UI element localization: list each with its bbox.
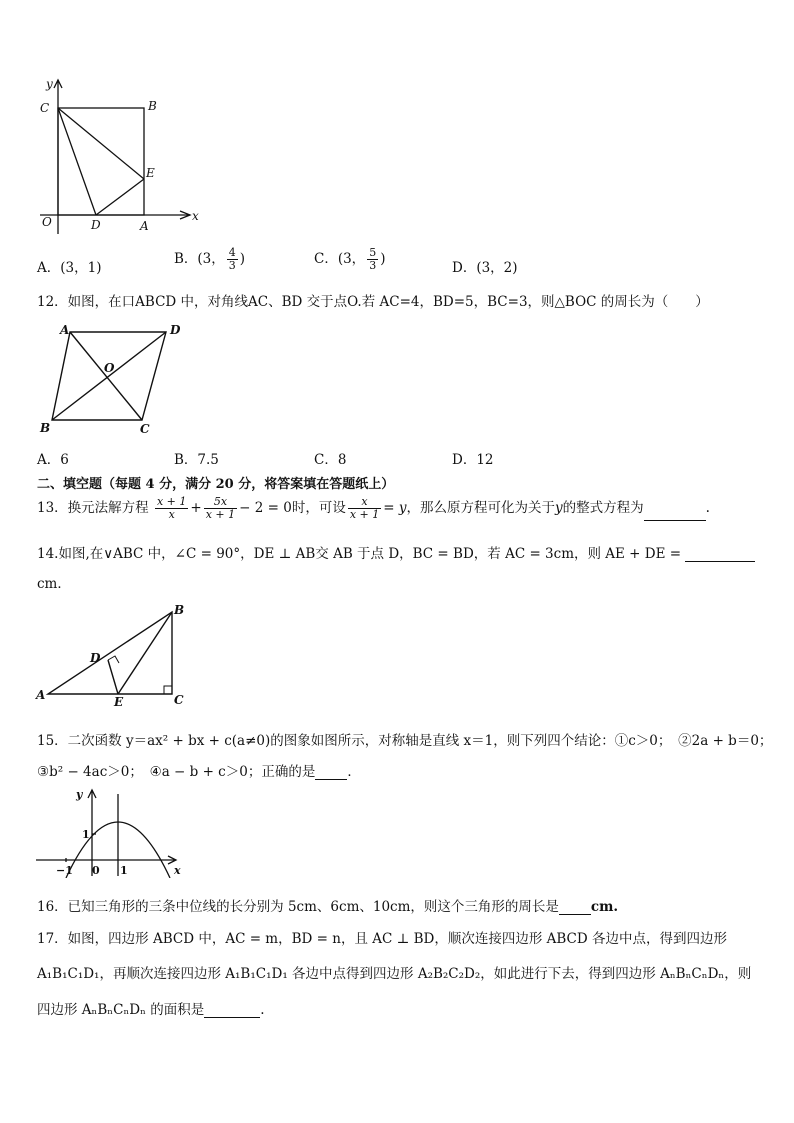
- fraction-numerator: x: [348, 496, 381, 509]
- label-y: y: [46, 77, 53, 91]
- label-x: x: [192, 209, 199, 223]
- fraction-numerator: 5x: [204, 496, 237, 509]
- q14-figure: [34, 600, 194, 706]
- q13-middle: − 2 = 0时，可设: [239, 500, 346, 516]
- q11-option-b: [174, 247, 245, 272]
- q13-answer-blank[interactable]: [644, 508, 706, 521]
- label-A: A: [60, 323, 70, 337]
- section-heading: 二、填空题（每题 4 分，满分 20 分，将答案填在答题纸上）: [37, 477, 395, 492]
- q15-figure: [36, 786, 186, 878]
- q15-answer-blank[interactable]: [315, 767, 347, 780]
- label-x: x: [174, 864, 181, 877]
- fraction-denominator: x: [168, 508, 175, 521]
- q17-line2: A₁B₁C₁D₁，再顺次连接四边形 A₁B₁C₁D₁ 各边中点得到四边形 A₂B₂C₂D₂，如此进行下去，得到四边形 AₙBₙCₙDₙ，则: [37, 966, 752, 982]
- q13-plus: +: [190, 500, 202, 516]
- q11-option-d: D．(3，2): [452, 260, 518, 276]
- q12-option-a: A．6: [37, 452, 69, 468]
- label-O: O: [104, 361, 115, 375]
- label-C: C: [140, 422, 150, 436]
- q11-figure: [30, 74, 200, 236]
- q13-prefix: 13．换元法解方程: [37, 500, 149, 516]
- q16-unit: cm.: [590, 899, 619, 915]
- q14-line2: cm．: [37, 576, 71, 592]
- q13-post2: 的整式方程为: [562, 500, 644, 516]
- q13-end: .: [705, 500, 710, 516]
- label-neg1: −1: [56, 864, 73, 877]
- q16-prefix: 16．已知三角形的三条中位线的长分别为 5cm、6cm、10cm，则这个三角形的周长是: [37, 899, 559, 915]
- label-D: D: [91, 218, 101, 232]
- q11-option-b-fraction: [227, 247, 238, 272]
- q11-option-a: A．(3，1): [37, 260, 102, 276]
- fraction-numerator: 4: [228, 246, 236, 259]
- label-A: A: [140, 219, 149, 233]
- fraction-denominator: 3: [228, 259, 236, 272]
- label-C: C: [174, 693, 184, 706]
- q12-option-c: C．8: [314, 452, 347, 468]
- label-E: E: [114, 695, 124, 706]
- label-1-x: 1: [120, 864, 128, 877]
- q14-text: 14.如图,在∨ABC 中，∠C = 90°，DE ⊥ AB交 AB 于点 D，BC = BD，若 AC = 3cm，则 AE + DE =: [37, 546, 682, 562]
- q12-figure: [34, 320, 184, 438]
- q11-option-c-close: ): [380, 251, 386, 267]
- fraction-denominator: x + 1: [205, 508, 236, 521]
- label-D: D: [90, 651, 101, 665]
- q12-option-b: B．7.5: [174, 452, 219, 468]
- q11-option-c: [314, 247, 385, 272]
- label-B: B: [148, 99, 157, 113]
- q17-answer-blank[interactable]: [204, 1005, 260, 1018]
- q11-option-c-fraction: [367, 247, 378, 272]
- fraction-denominator: x + 1: [349, 508, 380, 521]
- q17-line1: 17．如图，四边形 ABCD 中，AC = m，BD = n，且 AC ⊥ BD，顺次连接四边形 ABCD 各边中点，得到四边形: [37, 931, 727, 947]
- fraction-numerator: x + 1: [156, 495, 187, 508]
- label-y: y: [76, 788, 83, 801]
- label-0: 0: [92, 864, 100, 877]
- label-B: B: [40, 421, 51, 435]
- q15-end: ．: [347, 764, 361, 780]
- label-1-y: 1: [82, 828, 90, 841]
- q14-answer-blank[interactable]: [685, 549, 755, 562]
- q15-line1: 15．二次函数 y＝ax² + bx + c(a≠0)的图象如图所示，对称轴是直线 x＝1，则下列四个结论：①c＞0； ②2a + b＝0；: [37, 733, 773, 749]
- q13-fraction-3: [348, 496, 381, 521]
- q15-text: ③b² − 4ac＞0； ④a − b + c＞0；正确的是: [37, 764, 316, 780]
- label-A: A: [36, 688, 46, 702]
- q17-text: 四边形 AₙBₙCₙDₙ 的面积是: [37, 1002, 205, 1018]
- q11-option-b-close: ): [239, 251, 246, 267]
- fraction-denominator: 3: [369, 259, 377, 272]
- label-E: E: [146, 166, 155, 180]
- q13-equals: = y: [383, 500, 407, 516]
- label-B: B: [174, 603, 185, 617]
- q13-fraction-1: [155, 496, 188, 521]
- q11-option-b-text: B．(3，: [174, 251, 225, 267]
- q12-option-d: D．12: [452, 452, 494, 468]
- q15-line2: [37, 760, 361, 780]
- q13-post: ，那么原方程可化为关于: [406, 500, 555, 516]
- label-C: C: [40, 101, 50, 115]
- q13-fraction-2: [204, 496, 237, 521]
- q16-answer-blank[interactable]: [559, 902, 591, 915]
- q12-text: 12．如图，在口ABCD 中，对角线AC、BD 交于点O.若 AC=4，BD=5，BC=3，则△BOC 的周长为（ ）: [37, 294, 709, 310]
- q16-text: [37, 895, 618, 915]
- q11-option-c-text: C．(3，: [314, 251, 366, 267]
- q17-line3: [37, 998, 265, 1018]
- q14-line1: [37, 542, 755, 562]
- label-O: O: [42, 215, 52, 229]
- q17-end: .: [260, 1002, 265, 1018]
- q13-text: [37, 496, 710, 521]
- q13-variable: y: [554, 500, 563, 516]
- fraction-numerator: 5: [369, 246, 377, 259]
- label-D: D: [170, 323, 181, 337]
